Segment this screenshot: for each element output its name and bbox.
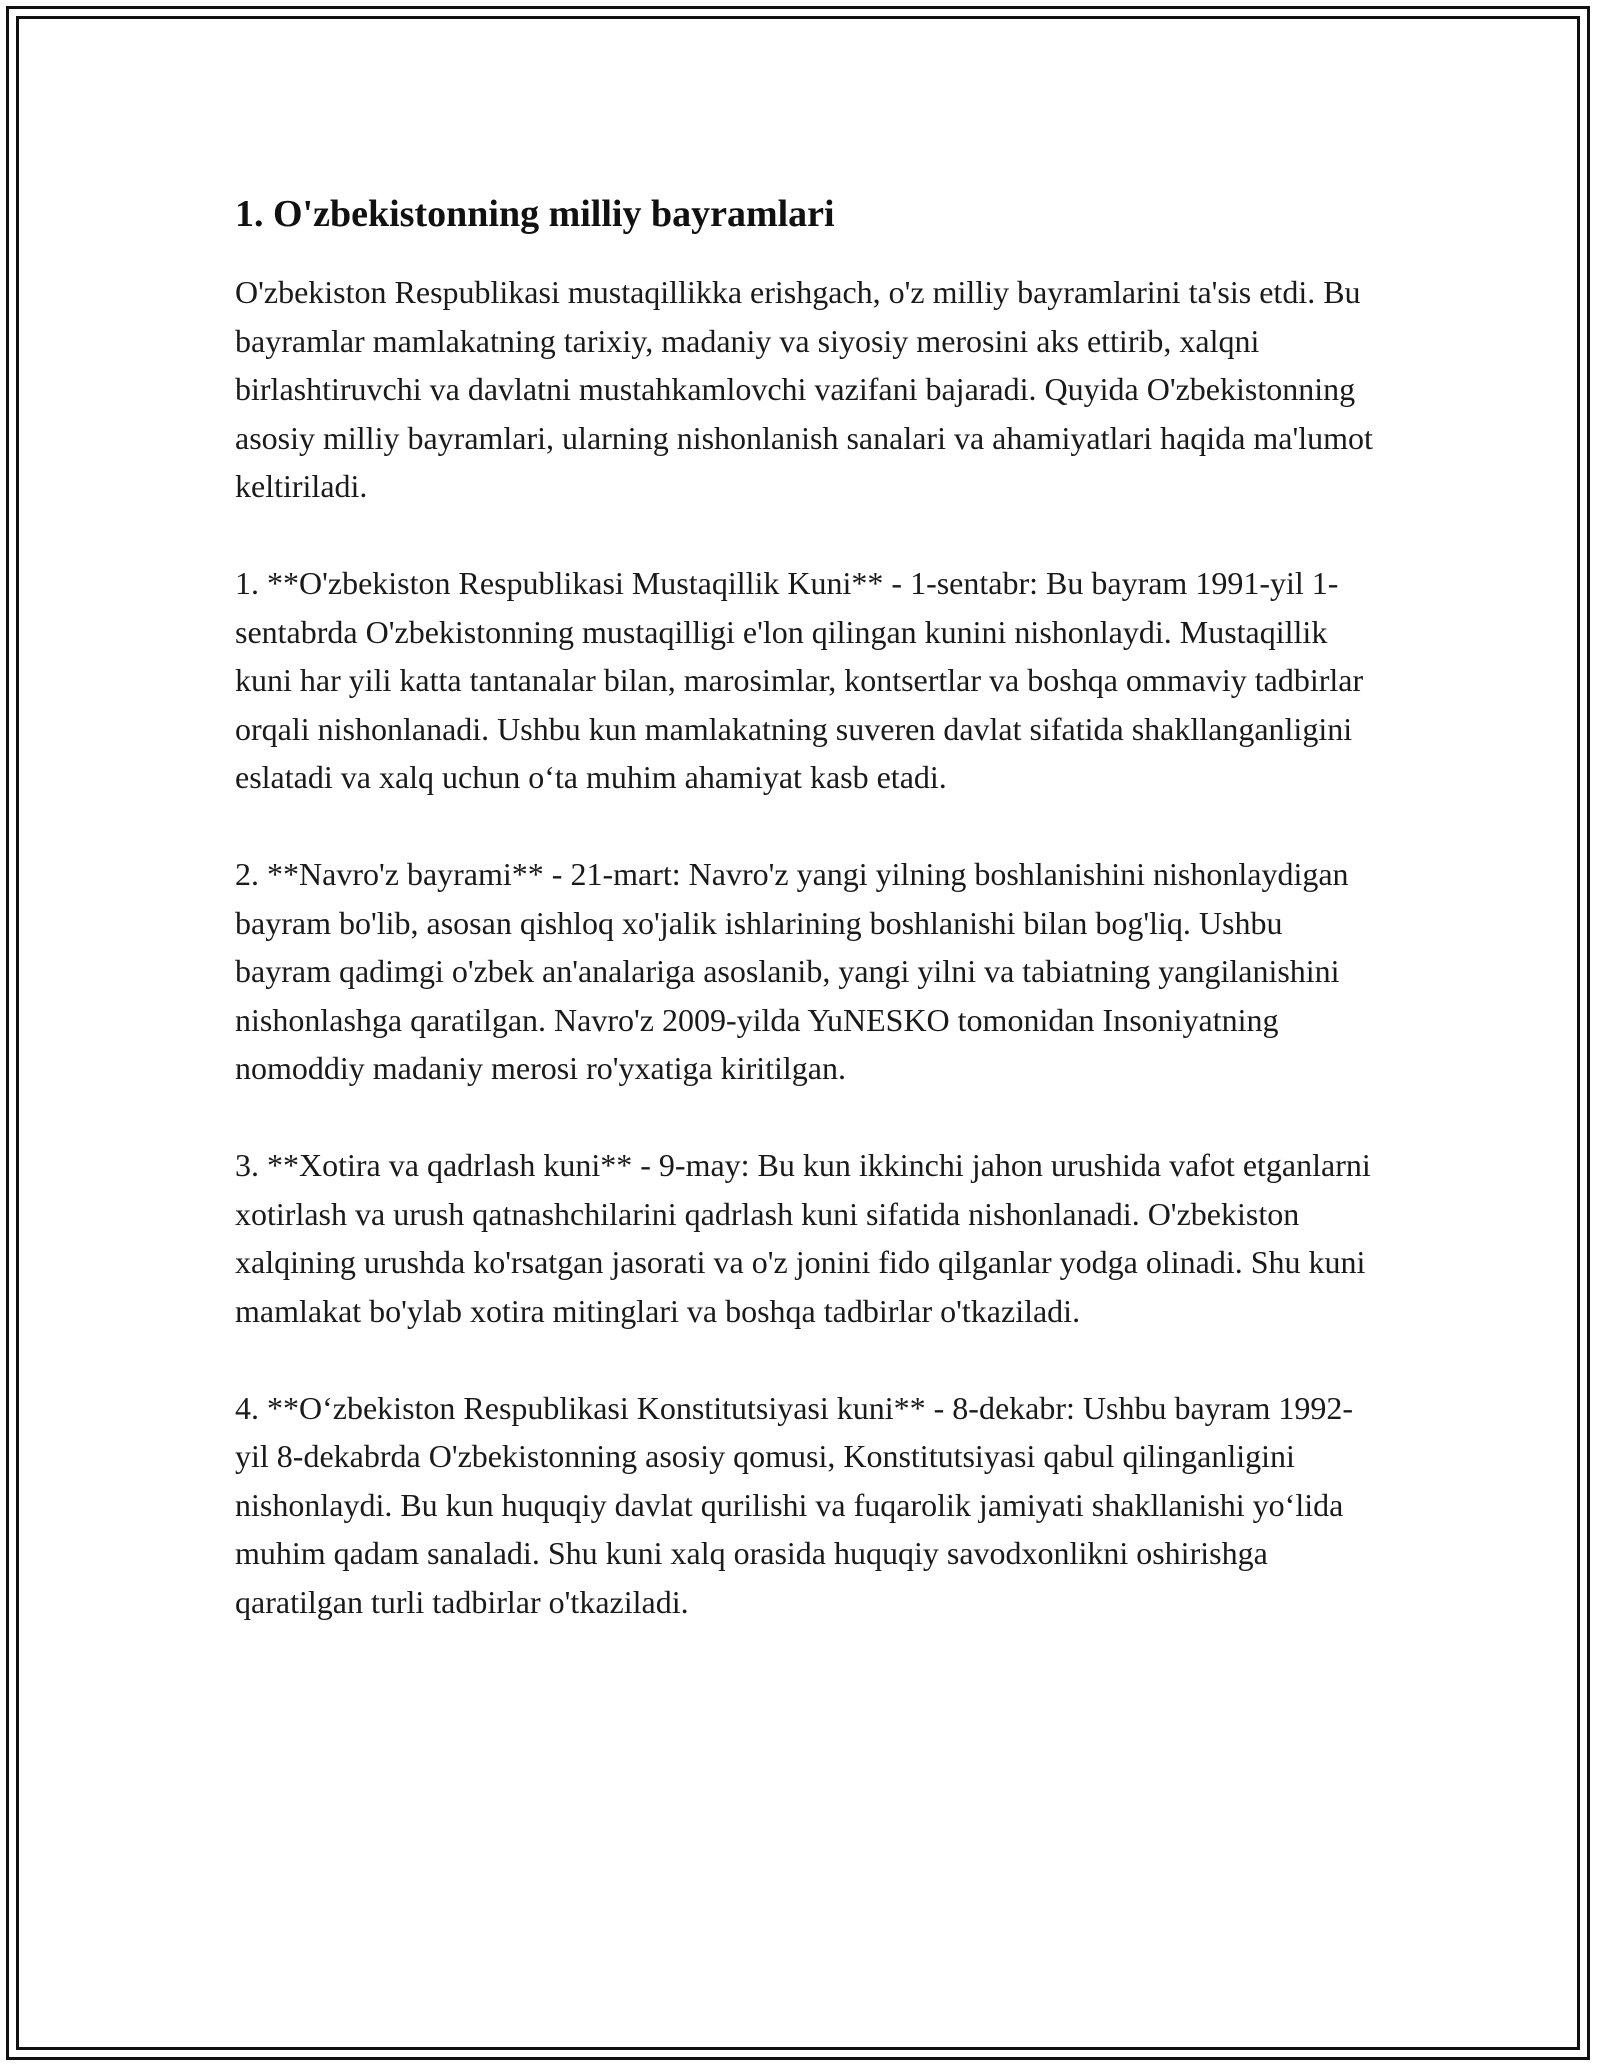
document-body (235, 184, 1375, 1675)
list-item-constitution-day: 4. **O‘zbekiston Respublikasi Konstitutsiyasi kuni** - 8-dekabr: Ushbu bayram 1992-yil 8-dekabrda O'zbekistonning asosiy qomusi, Konstitutsiyasi qabul qilinganligini nishonlaydi. Bu kun huquqiy davlat qurilishi va fuqarolik jamiyati shakllanishi yo‘lida muhim qadam sanaladi. Shu kuni xalq orasida huquqiy savodxonlikni oshirishga qaratilgan turli tadbirlar o'tkaziladi. (235, 1389, 1354, 1620)
list-item-navruz: 2. **Navro'z bayrami** - 21-mart: Navro'z yangi yilning boshlanishini nishonlaydigan bayram bo'lib, asosan qishloq xo'jalik ishlarining boshlanishi bilan bog'liq. Ushbu bayram qadimgi o'zbek an'analariga asoslanib, yangi yilni va tabiatning yangilanishini nishonlashga qaratilgan. Navro'z 2009-yilda YuNESKO tomonidan Insoniyatning nomoddiy madaniy merosi ro'yxatiga kiritilgan. (235, 856, 1349, 1086)
intro-paragraph: O'zbekiston Respublikasi mustaqillikka erishgach, o'z milliy bayramlarini ta'sis etdi. Bu bayramlar mamlakatning tarixiy, madaniy va siyosiy merosini aks ettirib, xalqni birlashtiruvchi va davlatni mustahkamlovchi vazifani bajaradi. Quyida O'zbekistonning asosiy milliy bayramlari, ularning nishonlanish sanalari va ahamiyatlari haqida ma'lumot keltiriladi. (235, 274, 1373, 504)
list-item-independence-day: 1. **O'zbekiston Respublikasi Mustaqillik Kuni** - 1-sentabr: Bu bayram 1991-yil 1-sentabrda O'zbekistonning mustaqilligi e'lon qilingan kunini nishonlaydi. Mustaqillik kuni har yili katta tantanalar bilan, marosimlar, kontsertlar va boshqa ommaviy tadbirlar orqali nishonlanadi. Ushbu kun mamlakatning suveren davlat sifatida shakllanganligini eslatadi va xalq uchun o‘ta muhim ahamiyat kasb etadi. (235, 565, 1364, 795)
section-heading: 1. O'zbekistonning milliy bayramlari (235, 193, 835, 235)
list-item-remembrance-day: 3. **Xotira va qadrlash kuni** - 9-may: Bu kun ikkinchi jahon urushida vafot etganlarni xotirlash va urush qatnashchilarini qadrlash kuni sifatida nishonlanadi. O'zbekiston xalqining urushda ko'rsatgan jasorati va o'z jonini fido qilganlar yodga olinadi. Shu kuni mamlakat bo'ylab xotira mitinglari va boshqa tadbirlar o'tkaziladi. (235, 1147, 1371, 1329)
